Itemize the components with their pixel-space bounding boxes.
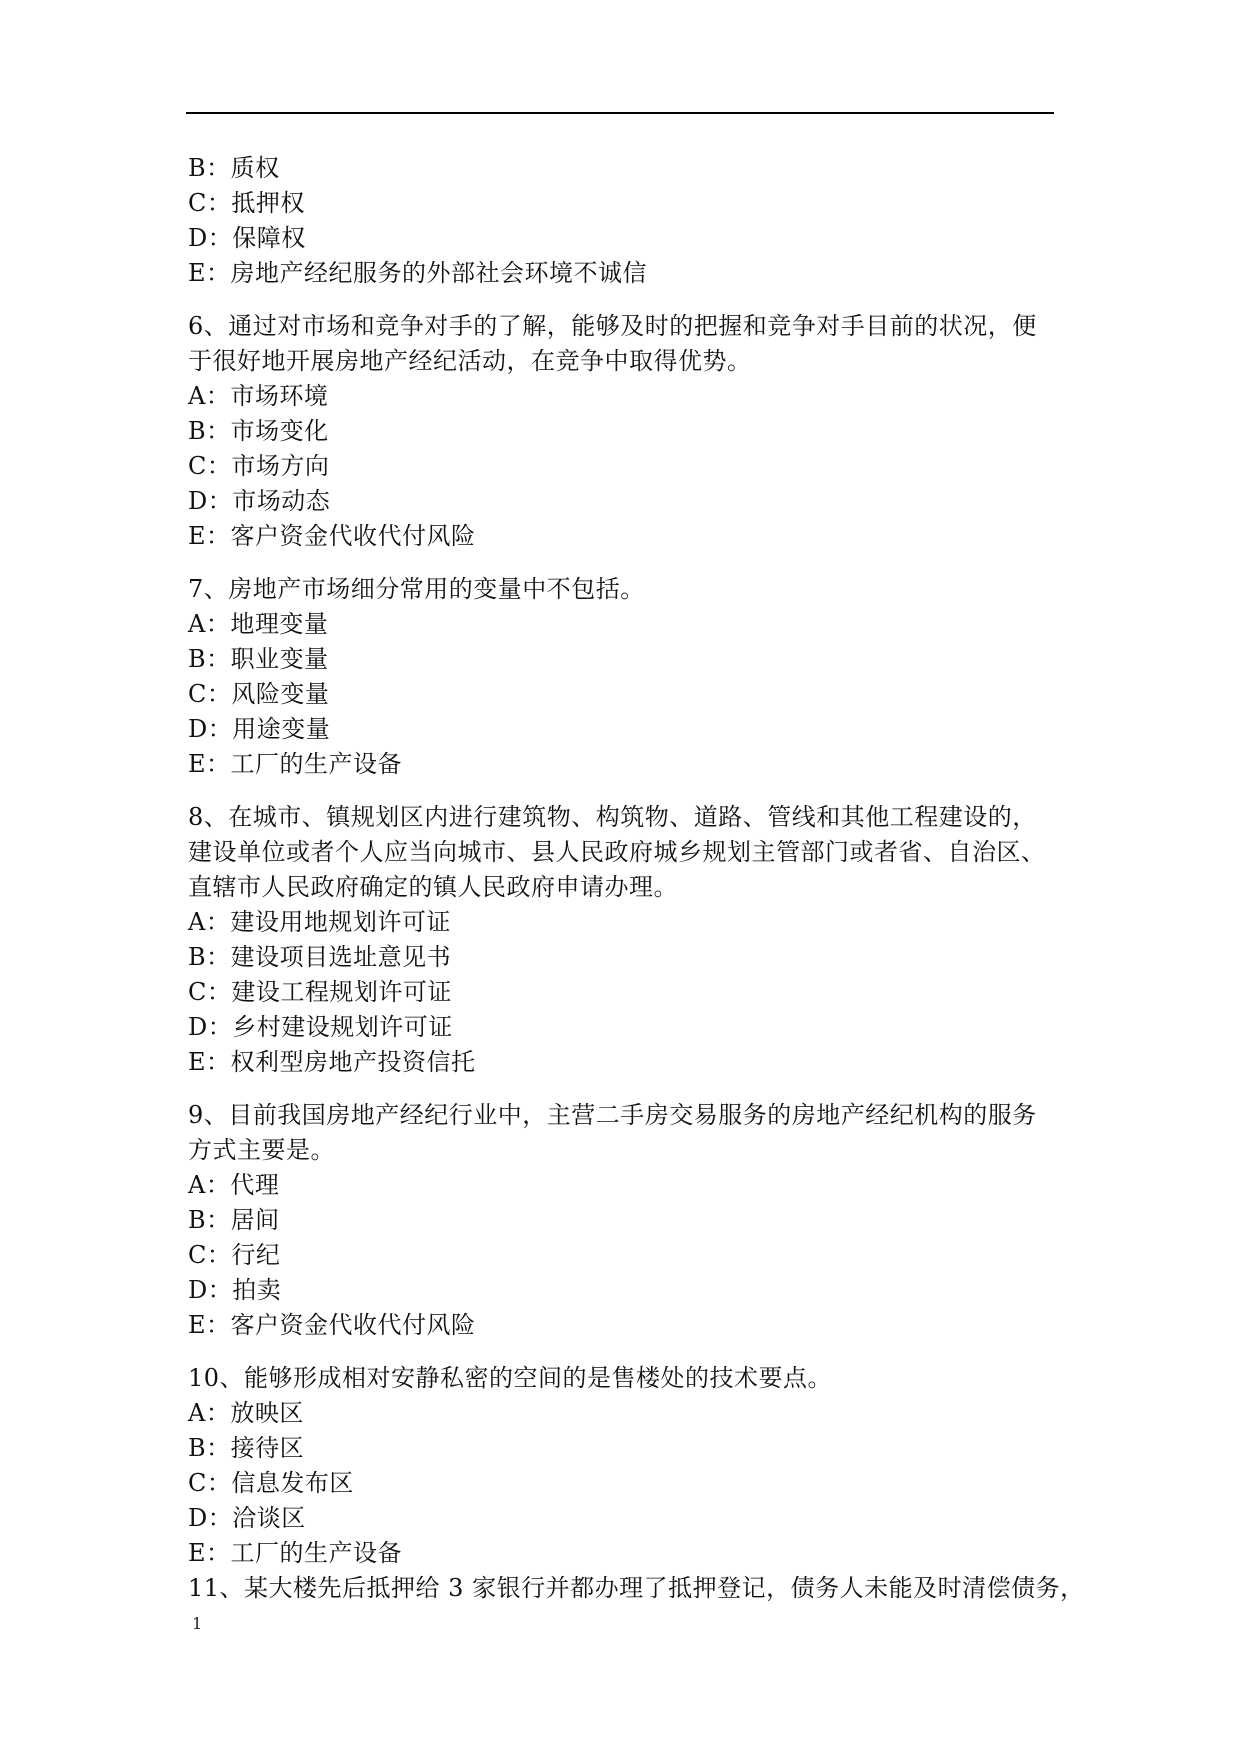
question-6-line-2: 于很好地开展房地产经纪活动，在竞争中取得优势。 [188, 347, 752, 375]
option-a-q8: A：建设用地规划许可证 [188, 908, 451, 936]
option-c-q5: C：抵押权 [188, 189, 305, 217]
option-e-q7: E：工厂的生产设备 [188, 750, 403, 778]
option-e-q8: E：权利型房地产投资信托 [188, 1048, 476, 1076]
option-b-q8: B：建设项目选址意见书 [188, 943, 452, 971]
option-d-q8: D：乡村建设规划许可证 [188, 1013, 453, 1041]
option-b-q6: B：市场变化 [188, 417, 329, 445]
option-e-q6: E：客户资金代收代付风险 [188, 522, 476, 550]
option-a-q9: A：代理 [188, 1171, 280, 1199]
option-c-q10: C：信息发布区 [188, 1469, 354, 1497]
question-7: 7、房地产市场细分常用的变量中不包括。 [188, 575, 645, 603]
option-a-q6: A：市场环境 [188, 382, 329, 410]
option-e-q5: E：房地产经纪服务的外部社会环境不诚信 [188, 259, 648, 287]
option-b-q10: B：接待区 [188, 1434, 305, 1462]
option-b-q9: B：居间 [188, 1206, 280, 1234]
question-9-line-2: 方式主要是。 [188, 1136, 335, 1164]
question-10: 10、能够形成相对安静私密的空间的是售楼处的技术要点。 [188, 1364, 833, 1392]
page-number: 1 [192, 1614, 203, 1633]
option-a-q10: A：放映区 [188, 1399, 304, 1427]
question-8-line-2: 建设单位或者个人应当向城市、县人民政府城乡规划主管部门或者省、自治区、 [188, 838, 1046, 866]
option-d-q10: D：洽谈区 [188, 1504, 306, 1532]
option-d-q7: D：用途变量 [188, 715, 331, 743]
option-b-q5: B：质权 [188, 154, 280, 182]
option-e-q10: E：工厂的生产设备 [188, 1539, 403, 1567]
option-b-q7: B：职业变量 [188, 645, 329, 673]
option-c-q7: C：风险变量 [188, 680, 330, 708]
question-8-line-1: 8、在城市、镇规划区内进行建筑物、构筑物、道路、管线和其他工程建设的， [188, 803, 1037, 831]
question-6-line-1: 6、通过对市场和竞争对手的了解，能够及时的把握和竞争对手目前的状况，便 [188, 312, 1037, 340]
option-c-q6: C：市场方向 [188, 452, 330, 480]
option-d-q6: D：市场动态 [188, 487, 331, 515]
option-e-q9: E：客户资金代收代付风险 [188, 1311, 476, 1339]
question-9-line-1: 9、目前我国房地产经纪行业中，主营二手房交易服务的房地产经纪机构的服务 [188, 1101, 1037, 1129]
option-d-q9: D：拍卖 [188, 1276, 282, 1304]
header-rule [186, 112, 1054, 114]
option-c-q8: C：建设工程规划许可证 [188, 978, 452, 1006]
option-d-q5: D：保障权 [188, 224, 306, 252]
question-8-line-3: 直辖市人民政府确定的镇人民政府申请办理。 [188, 873, 678, 901]
option-c-q9: C：行纪 [188, 1241, 281, 1269]
option-a-q7: A：地理变量 [188, 610, 329, 638]
question-11-line-1: 11、某大楼先后抵押给 3 家银行并都办理了抵押登记，债务人未能及时清偿债务， [188, 1574, 1085, 1602]
